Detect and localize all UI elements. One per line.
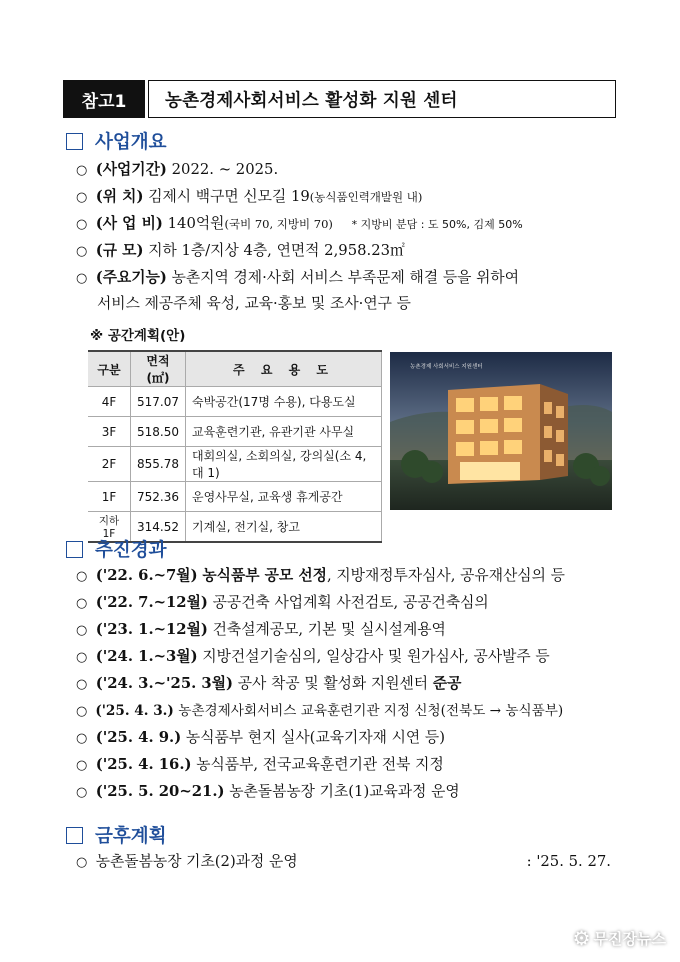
section-progress-heading [66, 536, 166, 562]
circle-bullet-icon: ○ [76, 163, 88, 178]
progress-item [76, 620, 446, 641]
space-plan-table [88, 350, 382, 543]
table-row [88, 417, 382, 447]
circle-bullet-icon: ○ [76, 271, 88, 286]
watermark-logo [573, 926, 666, 950]
document-header [63, 80, 616, 118]
progress-item [76, 647, 550, 668]
future-date: : '25. 5. 27. [526, 853, 611, 870]
floor-cell: 1F [88, 482, 131, 512]
circle-bullet-icon: ○ [76, 190, 88, 205]
floor-cell: 4F [88, 387, 131, 417]
reference-tag: 참고1 [63, 80, 145, 118]
function-value: 농촌지역 경제·사회 서비스 부족문제 해결 등을 위하여 [171, 269, 520, 286]
scale-value: 지하 1층/지상 4층, 연면적 2,958.23㎡ [148, 242, 405, 259]
progress-text: 공사 착공 및 활성화 지원센터 [237, 675, 433, 692]
function-value-2: 서비스 제공주체 육성, 교육·홍보 및 조사·연구 등 [97, 295, 411, 312]
budget-label: (사 업 비) [95, 215, 163, 232]
overview-function [76, 268, 519, 289]
progress-text: 농식품부, 전국교육훈련기관 전북 지정 [196, 756, 444, 773]
progress-date: ('25. 5. 20~21.) [95, 783, 225, 800]
watermark-text: 무진장뉴스 [593, 929, 666, 948]
circle-bullet-icon: ○ [76, 677, 88, 692]
section-future-title: 금후계획 [95, 826, 167, 847]
progress-date: ('25. 4. 16.) [95, 756, 192, 773]
progress-item [76, 782, 460, 803]
circle-bullet-icon: ○ [76, 569, 88, 584]
progress-text: 농식품부 현지 실사(교육기자재 시연 등) [185, 729, 445, 746]
progress-item [76, 674, 461, 695]
overview-period [76, 160, 278, 181]
overview-location [76, 187, 422, 208]
circle-bullet-icon: ○ [76, 650, 88, 665]
circle-bullet-icon: ○ [76, 217, 88, 232]
use-cell: 기계실, 전기실, 창고 [186, 512, 382, 543]
section-progress-title: 추진경과 [95, 540, 167, 561]
progress-date: ('24. 1.~3월) [95, 648, 198, 665]
circle-bullet-icon: ○ [76, 855, 88, 870]
circle-bullet-icon: ○ [76, 704, 88, 719]
scale-label: (규 모) [95, 242, 144, 259]
area-cell: 517.07 [131, 387, 186, 417]
area-cell: 518.50 [131, 417, 186, 447]
progress-text-end: 준공 [432, 675, 462, 692]
space-plan-heading: ※ 공간계획(안) [90, 328, 186, 344]
checkbox-square-icon [66, 133, 83, 150]
period-value: 2022. ~ 2025. [171, 161, 279, 178]
col-area-header: 면적(㎡) [131, 351, 186, 387]
area-cell: 314.52 [131, 512, 186, 543]
photo-sign-text: 농촌경제 사회서비스 지원센터 [410, 364, 483, 370]
table-row [88, 387, 382, 417]
progress-item [76, 728, 445, 749]
progress-text: 지방건설기술심의, 일상감사 및 원가심사, 공사발주 등 [202, 648, 550, 665]
circle-bullet-icon: ○ [76, 244, 88, 259]
progress-date: ('22. 7.~12월) [95, 594, 208, 611]
overview-budget [76, 214, 523, 235]
progress-date: ('25. 4. 3.) [95, 703, 174, 719]
building-rendering-image [390, 352, 612, 510]
budget-value: 140억원 [167, 215, 225, 232]
floor-cell: 지하1F [88, 512, 131, 543]
use-cell: 교육훈련기관, 유관기관 사무실 [186, 417, 382, 447]
checkbox-square-icon [66, 541, 83, 558]
area-cell: 752.36 [131, 482, 186, 512]
table-row [88, 447, 382, 482]
progress-date: ('24. 3.~'25. 3월) [95, 675, 234, 692]
progress-text: 농촌돌봄농장 기초(1)교육과정 운영 [229, 783, 460, 800]
future-text: 농촌돌봄농장 기초(2)과정 운영 [95, 853, 298, 870]
logo-icon: ⚙ [572, 926, 591, 950]
floor-cell: 3F [88, 417, 131, 447]
progress-text-bold: 농식품부 공모 선정 [202, 567, 327, 584]
location-label: (위 치) [95, 188, 144, 205]
use-cell: 숙박공간(17명 수용), 다용도실 [186, 387, 382, 417]
circle-bullet-icon: ○ [76, 731, 88, 746]
progress-item [76, 593, 489, 614]
period-label: (사업기간) [95, 161, 167, 178]
function-label: (주요기능) [95, 269, 167, 286]
location-detail: (농식품인력개발원 내) [309, 190, 423, 204]
circle-bullet-icon: ○ [76, 758, 88, 773]
circle-bullet-icon: ○ [76, 596, 88, 611]
building-illustration [390, 352, 612, 510]
progress-date: ('23. 1.~12월) [95, 621, 208, 638]
section-future-heading [66, 822, 166, 848]
progress-item [76, 755, 444, 776]
table-row [88, 482, 382, 512]
overview-scale [76, 241, 405, 262]
col-use-header: 주 요 용 도 [186, 351, 382, 387]
checkbox-square-icon [66, 827, 83, 844]
overview-function-cont [97, 294, 411, 314]
circle-bullet-icon: ○ [76, 785, 88, 800]
progress-date: ('22. 6.~7월) [95, 567, 198, 584]
use-cell: 대회의실, 소회의실, 강의실(소 4, 대 1) [186, 447, 382, 482]
progress-item [76, 701, 563, 722]
location-value: 김제시 백구면 신모길 19 [148, 188, 310, 205]
area-cell: 855.78 [131, 447, 186, 482]
progress-text: 농촌경제사회서비스 교육훈련기관 지정 신청(전북도 → 농식품부) [178, 703, 564, 719]
document-title: 농촌경제사회서비스 활성화 지원 센터 [148, 80, 616, 118]
future-item [76, 852, 611, 873]
progress-date: ('25. 4. 9.) [95, 729, 182, 746]
section-overview-title: 사업개요 [95, 132, 167, 153]
table-header-row [88, 351, 382, 387]
section-overview-heading [66, 128, 166, 154]
circle-bullet-icon: ○ [76, 623, 88, 638]
floor-cell: 2F [88, 447, 131, 482]
col-floor-header: 구분 [88, 351, 131, 387]
budget-note: * 지방비 분담 : 도 50%, 김제 50% [351, 218, 523, 231]
progress-text: 공공건축 사업계획 사전검토, 공공건축심의 [212, 594, 489, 611]
progress-item [76, 566, 565, 587]
budget-detail: (국비 70, 지방비 70) [224, 217, 333, 231]
progress-text: , 지방재정투자심사, 공유재산심의 등 [326, 567, 565, 584]
use-cell: 운영사무실, 교육생 휴게공간 [186, 482, 382, 512]
progress-text: 건축설계공모, 기본 및 실시설계용역 [212, 621, 446, 638]
